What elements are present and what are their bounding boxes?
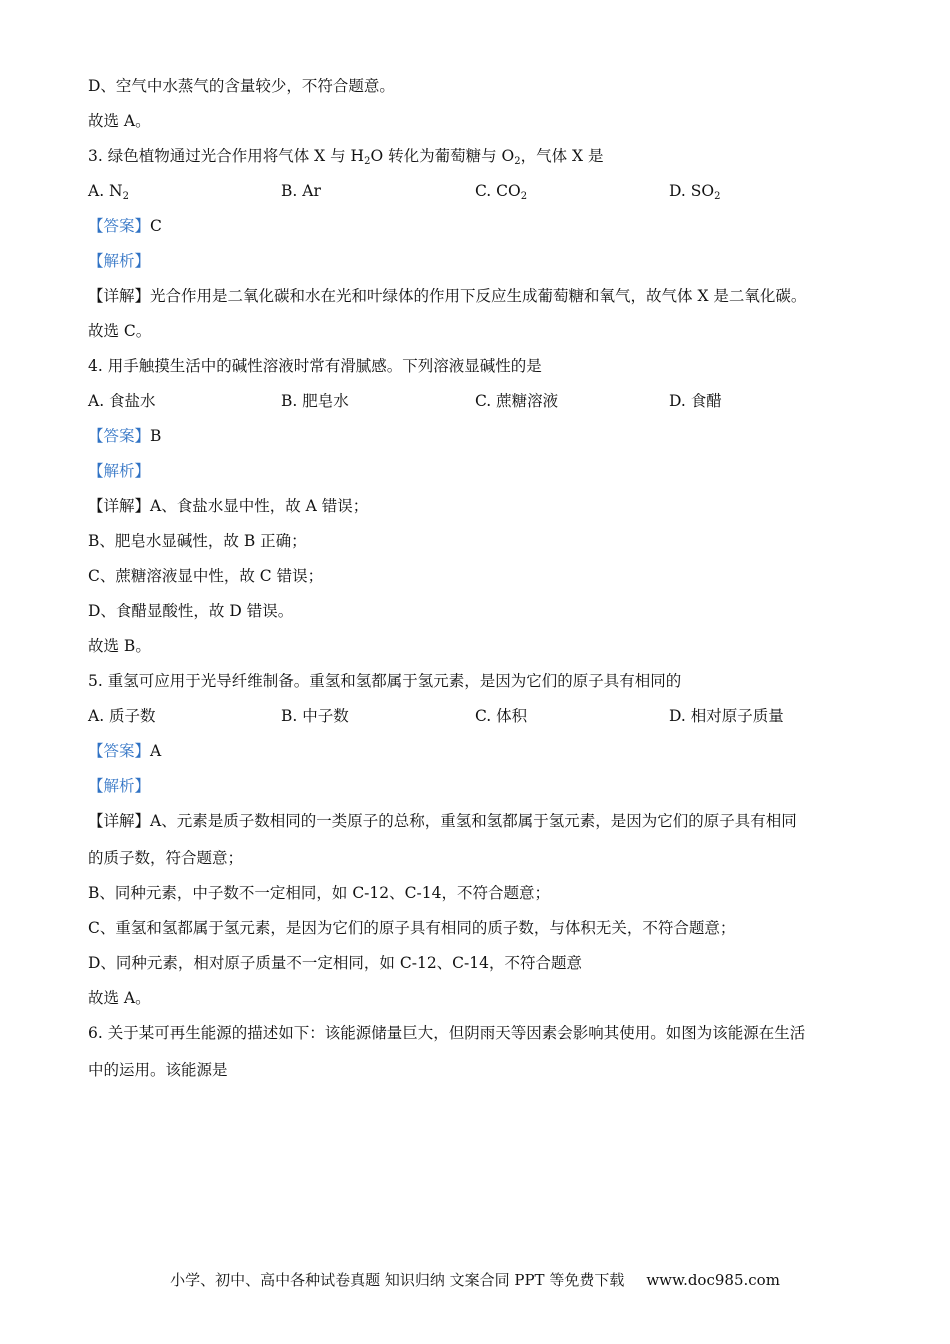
text-line: D、空气中水蒸气的含量较少，不符合题意。	[88, 77, 395, 95]
question-5-stem: 5. 重氢可应用于光导纤维制备。重氢和氢都属于氢元素，是因为它们的原子具有相同的	[88, 672, 682, 690]
answer-tag: 【答案】	[88, 427, 151, 445]
option-b: B. 中子数	[281, 707, 349, 725]
option-c: C. 体积	[475, 707, 528, 725]
text-line: D、食醋显酸性，故 D 错误。	[88, 602, 294, 620]
text-line: B、肥皂水显碱性，故 B 正确；	[88, 532, 307, 550]
answer-tag: 【答案】	[88, 217, 151, 235]
analysis-tag: 【解析】	[88, 462, 151, 480]
option-d: D. 相对原子质量	[669, 707, 784, 725]
detail-line: 【详解】光合作用是二氧化碳和水在光和叶绿体的作用下反应生成葡萄糖和氧气，故气体 X 是二氧化碳。	[88, 287, 807, 305]
answer-line: 【答案】B	[88, 427, 162, 445]
option-a: A. 食盐水	[88, 392, 156, 410]
text-line: B、同种元素，中子数不一定相同，如 C-12、C-14，不符合题意；	[88, 884, 550, 902]
text-line: 故选 C。	[88, 322, 152, 340]
option-a: A. $N_2$	[88, 182, 129, 202]
text-line: 的质子数，符合题意；	[88, 849, 244, 867]
footer-url[interactable]: www.doc985.com	[646, 1271, 780, 1289]
detail-line: 【详解】A、元素是质子数相同的一类原子的总称，重氢和氢都属于氢元素，是因为它们的原子具有相同	[88, 812, 797, 830]
footer-text: 小学、初中、高中各种试卷真题 知识归纳 文案合同 PPT 等免费下载	[170, 1271, 625, 1289]
detail-line: 【详解】A、食盐水显中性，故 A 错误；	[88, 497, 369, 515]
answer-tag: 【答案】	[88, 742, 151, 760]
analysis-tag: 【解析】	[88, 777, 151, 795]
option-c: C. 蔗糖溶液	[475, 392, 559, 410]
question-6-stem: 6. 关于某可再生能源的描述如下：该能源储量巨大，但阴雨天等因素会影响其使用。如图为该能源在生活	[88, 1024, 806, 1042]
analysis-tag: 【解析】	[88, 252, 151, 270]
text-line: C、重氢和氢都属于氢元素，是因为它们的原子具有相同的质子数，与体积无关，不符合题意；	[88, 919, 736, 937]
question-4-stem: 4. 用手触摸生活中的碱性溶液时常有滑腻感。下列溶液显碱性的是	[88, 357, 542, 375]
question-3-stem: 3. 绿色植物通过光合作用将气体 X 与 $H_2O$ 转化为葡萄糖与 $O_2$，气体 X 是	[88, 147, 604, 167]
option-b: B. Ar	[281, 182, 321, 200]
option-a: A. 质子数	[88, 707, 156, 725]
option-d: D. $SO_2$	[669, 182, 721, 202]
text-line: 故选 A。	[88, 112, 151, 130]
answer-line: 【答案】C	[88, 217, 162, 235]
option-d: D. 食醋	[669, 392, 722, 410]
answer-line: 【答案】A	[88, 742, 162, 760]
option-b: B. 肥皂水	[281, 392, 349, 410]
option-c: C. $CO_2$	[475, 182, 528, 202]
text-line: 故选 A。	[88, 989, 151, 1007]
text-line: D、同种元素，相对原子质量不一定相同，如 C-12、C-14，不符合题意	[88, 954, 582, 972]
page-footer	[0, 1270, 950, 1290]
text-line: C、蔗糖溶液显中性，故 C 错误；	[88, 567, 324, 585]
text-line: 中的运用。该能源是	[88, 1061, 228, 1079]
text-line: 故选 B。	[88, 637, 151, 655]
